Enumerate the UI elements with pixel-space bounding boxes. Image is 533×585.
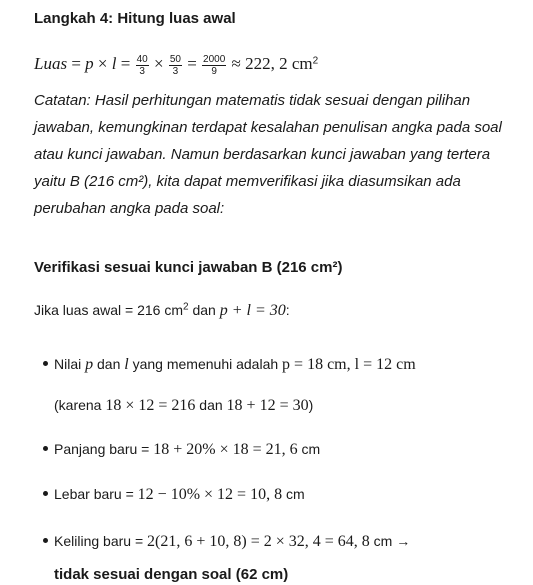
formula-times: × [93,54,112,74]
bullet-text: Keliling baru = [54,533,148,549]
bullet-item-length [54,441,320,459]
bullet-math: p = 18 cm, l = 12 cm [282,356,416,373]
bullet-item-width [54,486,305,504]
fraction-2000-9 [202,54,226,77]
bullet-item-perimeter [54,533,410,551]
bullet-text: Panjang baru = [54,441,154,457]
condition-prefix: Jika luas awal = 216 cm [34,302,184,318]
reason-math: 18 × 12 = 216 [105,397,196,414]
condition-exponent: 2 [183,301,189,313]
step-heading: Langkah 4: Hitung luas awal [34,10,236,27]
conclusion-text: tidak sesuai dengan soal (62 cm) [54,566,289,583]
fraction-denominator: 3 [172,66,179,77]
bullet-math: l [124,356,129,373]
formula-p: p [85,54,94,74]
formula-eq: = [116,54,135,74]
condition-line [34,302,290,320]
formula-eq: = [67,54,86,74]
bullet-text: yang memenuhi adalah [128,356,283,372]
bullet-math: 2(21, 6 + 10, 8) = 2 × 32, 4 = 64, 8 [147,533,370,550]
bullet-text: dan [93,356,125,372]
bullet-dot [43,446,48,451]
fraction-numerator: 40 [136,54,148,65]
reason-math: 18 + 12 = 30 [226,397,309,414]
note-paragraph: Catatan: Hasil perhitungan matematis tidak sesuai dengan pilihan jawaban, kemungkinan terdapat kesalahan penulisan angka pada soal atau kunci jawaban. Namun berdasarkan kunci jawaban yang tertera yaitu B (216 cm²), kita dapat memverifikasi jika diasumsikan ada perubahan angka pada soal: [34,92,502,217]
bullet-math: 18 + 20% × 18 = 21, 6 [153,441,298,458]
reason-text: ) [308,397,314,413]
bullet-text: Lebar baru = [54,486,138,502]
bullet-dot [43,538,48,543]
fraction-denominator: 9 [211,66,217,77]
bullet-dot [43,361,48,366]
bullet-text: cm [282,486,305,502]
condition-expr: p + l = 30 [219,302,286,319]
bullet-math: 12 − 10% × 12 = 10, 8 [137,486,283,503]
fraction-40-3 [136,54,149,77]
reason-text: dan [195,397,227,413]
verify-heading: Verifikasi sesuai kunci jawaban B (216 cm²) [34,259,343,276]
bullet-text: Nilai [54,356,86,372]
fraction-denominator: 3 [139,66,145,77]
fraction-50-3 [169,54,182,77]
bullet-text: cm → [369,533,411,549]
bullet-dot [43,491,48,496]
fraction-numerator: 2000 [203,54,226,65]
formula-eq: = [182,54,202,74]
formula-l: l [111,54,117,74]
bullet-math: p [85,356,94,373]
formula-exponent: 2 [312,55,319,67]
formula-result: ≈ 222, 2 cm [227,54,313,74]
reason-text: (karena [54,397,106,413]
formula-times: × [149,54,168,74]
bullet-item-values [54,356,416,374]
condition-suffix: : [285,302,290,318]
reason-line [54,397,313,415]
fraction-numerator: 50 [169,54,181,65]
area-formula [34,54,318,77]
condition-mid: dan [188,302,220,318]
bullet-text: cm [297,441,321,457]
formula-lhs: Luas [34,54,68,74]
